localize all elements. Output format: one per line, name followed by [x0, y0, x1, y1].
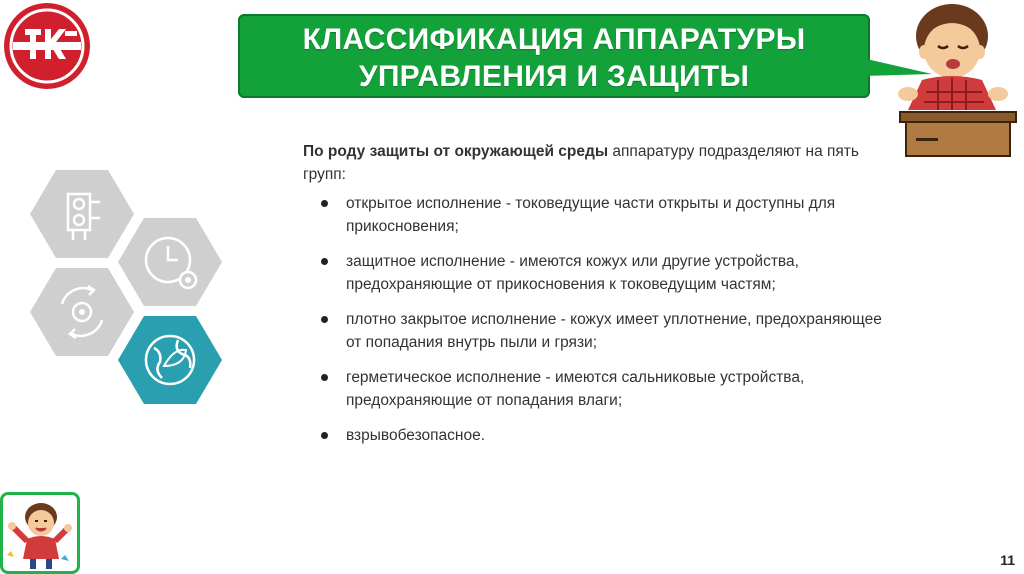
teacher-illustration — [886, 0, 1024, 160]
recycle-gear-icon — [30, 268, 134, 356]
logo-icon — [1, 1, 93, 91]
list-item-text: плотно закрытое исполнение - кожух имеет уплотнение, предохраняющее от попадания внутрь пыли и грязи; — [346, 311, 882, 351]
bullet-icon — [321, 374, 328, 381]
kid-badge[interactable] — [0, 492, 80, 574]
list-item-text: открытое исполнение - токоведущие части открыты и доступны для прикосновения; — [346, 195, 836, 235]
page-number: 11 — [1000, 552, 1015, 568]
machine-icon — [30, 170, 134, 258]
bullet-icon — [321, 258, 328, 265]
list-item-text: герметическое исполнение - имеются сальниковые устройства, предохраняющие от попадания влаги; — [346, 369, 805, 409]
slide-title — [238, 14, 870, 98]
main-content — [303, 140, 883, 459]
hexagon-icons — [28, 168, 228, 408]
title-line-2: УПРАВЛЕНИЯ И ЗАЩИТЫ — [358, 60, 750, 93]
list-item-text: защитное исполнение - имеются кожух или другие устройства, предохраняющие от прикосновения к токоведущим частям; — [346, 253, 799, 293]
list-item — [303, 308, 883, 354]
bullet-icon — [321, 200, 328, 207]
intro-bold: По роду защиты от окружающей среды — [303, 143, 609, 160]
list-item-text: взрывобезопасное. — [346, 427, 486, 444]
bullet-icon — [321, 432, 328, 439]
list-item — [303, 192, 883, 238]
intro-paragraph — [303, 140, 883, 186]
kid-illustration — [3, 495, 77, 571]
bullet-icon — [321, 316, 328, 323]
title-line-1: КЛАССИФИКАЦИЯ АППАРАТУРЫ — [302, 23, 806, 56]
list-item — [303, 250, 883, 296]
protection-groups-list — [303, 192, 883, 447]
list-item — [303, 366, 883, 412]
list-item — [303, 424, 883, 447]
clock-gear-icon — [118, 218, 222, 306]
globe-leaf-icon — [118, 316, 222, 404]
intro-rest: аппаратуру подразделяют на пять групп: — [303, 143, 859, 183]
